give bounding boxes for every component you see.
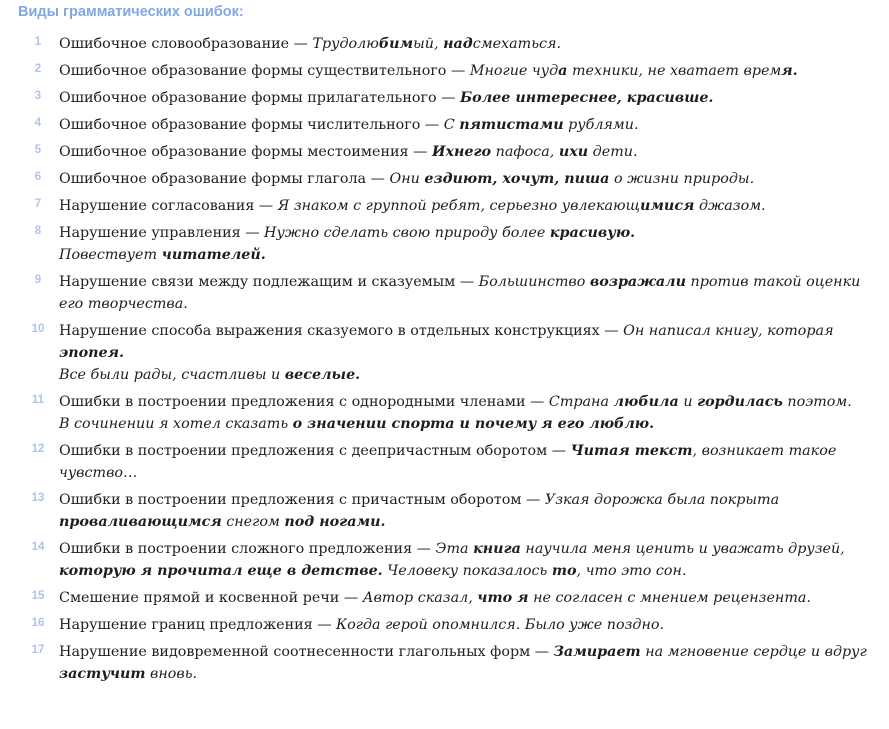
list-item bbox=[0, 489, 889, 533]
item-number: 12 bbox=[31, 443, 45, 455]
list-item bbox=[0, 587, 889, 609]
example-text: поэтом. bbox=[782, 394, 852, 410]
item-line bbox=[59, 222, 869, 244]
page-heading: Виды грамматических ошибок: bbox=[18, 4, 244, 20]
item-number: 1 bbox=[34, 36, 42, 48]
error-type-label: Ошибки в построении предложения с деепричастным оборотом — bbox=[59, 443, 571, 459]
item-text bbox=[59, 274, 860, 312]
list-item bbox=[0, 320, 889, 386]
error-type-label: Нарушение границ предложения — bbox=[59, 617, 337, 633]
error-highlight: проваливающимся bbox=[59, 514, 222, 530]
item-number: 15 bbox=[31, 590, 45, 602]
error-type-label: Нарушение способа выражения сказуемого в отдельных конструкциях — bbox=[59, 323, 624, 339]
error-highlight: пятистами bbox=[459, 117, 564, 133]
error-highlight: возражали bbox=[589, 274, 686, 290]
example-text: Все были рады, счастливы и bbox=[59, 367, 285, 383]
list-item bbox=[0, 60, 889, 82]
example-text: о жизни природы. bbox=[609, 171, 755, 187]
error-highlight: то bbox=[551, 563, 577, 579]
error-type-label: Ошибки в построении предложения с причастным оборотом — bbox=[59, 492, 545, 508]
item-line bbox=[59, 117, 639, 133]
list-item bbox=[0, 641, 889, 685]
item-text bbox=[59, 492, 779, 530]
item-number: 9 bbox=[34, 274, 42, 286]
item-line bbox=[59, 36, 561, 52]
error-type-label: Ошибочное образование формы прилагательного — bbox=[59, 90, 460, 106]
item-text bbox=[59, 590, 811, 606]
error-highlight: над bbox=[443, 36, 473, 52]
example-text: смехаться. bbox=[472, 36, 562, 52]
item-line bbox=[59, 274, 860, 312]
item-text bbox=[59, 541, 845, 579]
error-highlight: бим bbox=[378, 36, 414, 52]
example-text: вновь. bbox=[145, 666, 198, 682]
example-text: снегом bbox=[221, 514, 285, 530]
example-text: на мгновение сердце и вдруг bbox=[640, 644, 867, 660]
item-line bbox=[59, 144, 638, 160]
example-text: рублями. bbox=[563, 117, 639, 133]
item-text bbox=[59, 36, 561, 52]
error-type-label: Нарушение согласования — bbox=[59, 198, 278, 214]
item-line bbox=[59, 391, 869, 413]
example-text: и bbox=[678, 394, 698, 410]
error-type-label: Смешение прямой и косвенной речи — bbox=[59, 590, 363, 606]
item-number: 3 bbox=[34, 90, 42, 102]
list-item bbox=[0, 87, 889, 109]
error-type-label: Ошибки в построении предложения с однородными членами — bbox=[59, 394, 549, 410]
example-text: Узкая дорожка была покрыта bbox=[544, 492, 780, 508]
example-text: , возникает такое чувство… bbox=[59, 443, 837, 481]
example-text: дети. bbox=[588, 144, 638, 160]
error-highlight: эпопея. bbox=[59, 345, 124, 361]
item-line bbox=[59, 492, 779, 530]
error-highlight: что я bbox=[477, 590, 529, 606]
example-text: Они bbox=[389, 171, 425, 187]
item-number: 17 bbox=[31, 644, 45, 656]
item-number: 5 bbox=[34, 144, 42, 156]
error-type-label: Ошибки в построении сложного предложения — bbox=[59, 541, 436, 557]
error-highlight: под ногами. bbox=[284, 514, 386, 530]
item-text bbox=[59, 117, 639, 133]
item-text bbox=[59, 171, 754, 187]
item-text bbox=[59, 144, 638, 160]
error-type-label: Нарушение управления — bbox=[59, 225, 265, 241]
example-text: Повествует bbox=[59, 247, 162, 263]
example-text: Эта bbox=[435, 541, 474, 557]
item-line bbox=[59, 617, 664, 633]
example-text: С bbox=[443, 117, 460, 133]
error-highlight: а bbox=[558, 63, 568, 79]
item-number: 10 bbox=[31, 323, 45, 335]
item-text bbox=[59, 443, 836, 481]
example-text: Когда герой опомнился. Было уже поздно. bbox=[336, 617, 665, 633]
error-highlight: любила bbox=[613, 394, 679, 410]
example-text: Страна bbox=[548, 394, 614, 410]
list-item bbox=[0, 195, 889, 217]
example-text: Человеку показалось bbox=[382, 563, 552, 579]
item-line bbox=[59, 644, 867, 682]
example-text: джазом. bbox=[694, 198, 766, 214]
item-line bbox=[59, 90, 713, 106]
list-item bbox=[0, 33, 889, 55]
item-line bbox=[59, 244, 869, 266]
example-text: Многие чуд bbox=[469, 63, 559, 79]
error-type-label: Нарушение связи между подлежащим и сказуемым — bbox=[59, 274, 479, 290]
item-line bbox=[59, 541, 845, 579]
item-line bbox=[59, 590, 811, 606]
error-highlight: о значении спорта и почему я его люблю. bbox=[292, 416, 655, 432]
error-highlight: которую я прочитал еще в детстве. bbox=[59, 563, 383, 579]
item-number: 7 bbox=[34, 198, 42, 210]
error-type-label: Ошибочное словообразование — bbox=[59, 36, 313, 52]
example-text: пафоса, bbox=[491, 144, 559, 160]
error-type-label: Ошибочное образование формы местоимения — bbox=[59, 144, 432, 160]
error-type-label: Ошибочное образование формы глагола — bbox=[59, 171, 390, 187]
item-number: 11 bbox=[31, 394, 45, 406]
example-text: научила меня ценить и уважать друзей, bbox=[520, 541, 845, 557]
error-type-label: Нарушение видовременной соотнесенности глагольных форм — bbox=[59, 644, 554, 660]
error-highlight: я. bbox=[781, 63, 798, 79]
error-highlight: Ихнего bbox=[431, 144, 492, 160]
item-line bbox=[59, 364, 869, 386]
example-text: Большинство bbox=[478, 274, 590, 290]
item-line bbox=[59, 320, 869, 364]
list-item bbox=[0, 271, 889, 315]
item-line bbox=[59, 198, 766, 214]
item-text bbox=[59, 198, 766, 214]
item-text bbox=[59, 222, 869, 266]
example-text: Он написал книгу, которая bbox=[623, 323, 834, 339]
error-highlight: веселые. bbox=[284, 367, 361, 383]
example-text: ый, bbox=[413, 36, 444, 52]
item-number: 16 bbox=[31, 617, 45, 629]
list-item bbox=[0, 391, 889, 435]
list-item bbox=[0, 538, 889, 582]
error-type-label: Ошибочное образование формы числительного — bbox=[59, 117, 444, 133]
list-item bbox=[0, 168, 889, 190]
example-text: В сочинении я хотел сказать bbox=[59, 416, 293, 432]
list-item bbox=[0, 114, 889, 136]
error-highlight: Более интереснее, красивше. bbox=[459, 90, 714, 106]
error-highlight: Замирает bbox=[553, 644, 641, 660]
example-text: не согласен с мнением рецензента. bbox=[528, 590, 811, 606]
error-highlight: книга bbox=[473, 541, 521, 557]
list-item bbox=[0, 614, 889, 636]
error-highlight: красивую. bbox=[549, 225, 636, 241]
error-highlight: имися bbox=[639, 198, 695, 214]
item-line bbox=[59, 171, 754, 187]
example-text: против такой оценки его творчества. bbox=[59, 274, 861, 312]
error-highlight: Читая текст bbox=[570, 443, 693, 459]
error-highlight: читателей. bbox=[161, 247, 266, 263]
list-item bbox=[0, 222, 889, 266]
error-highlight: гордилась bbox=[697, 394, 783, 410]
item-line bbox=[59, 413, 869, 435]
error-highlight: застучит bbox=[59, 666, 146, 682]
item-line bbox=[59, 63, 798, 79]
item-number: 13 bbox=[31, 492, 45, 504]
item-number: 14 bbox=[31, 541, 45, 553]
example-text: Я знаком с группой ребят, серьезно увлекающ bbox=[277, 198, 640, 214]
example-text: Трудолю bbox=[312, 36, 379, 52]
item-text bbox=[59, 63, 798, 79]
example-text: , что это сон. bbox=[576, 563, 687, 579]
item-number: 4 bbox=[34, 117, 42, 129]
grammar-errors-list bbox=[0, 33, 889, 690]
item-number: 6 bbox=[34, 171, 42, 183]
error-highlight: ездиют, хочут, пиша bbox=[424, 171, 610, 187]
item-text bbox=[59, 90, 713, 106]
item-text bbox=[59, 391, 869, 435]
item-text bbox=[59, 617, 664, 633]
error-highlight: ихи bbox=[558, 144, 589, 160]
item-number: 8 bbox=[34, 225, 42, 237]
item-text bbox=[59, 644, 867, 682]
item-line bbox=[59, 443, 836, 481]
example-text: Нужно сделать свою природу более bbox=[264, 225, 550, 241]
item-text bbox=[59, 320, 869, 386]
error-type-label: Ошибочное образование формы существительного — bbox=[59, 63, 470, 79]
list-item bbox=[0, 141, 889, 163]
list-item bbox=[0, 440, 889, 484]
example-text: Автор сказал, bbox=[362, 590, 478, 606]
item-number: 2 bbox=[34, 63, 42, 75]
example-text: техники, не хватает врем bbox=[567, 63, 782, 79]
